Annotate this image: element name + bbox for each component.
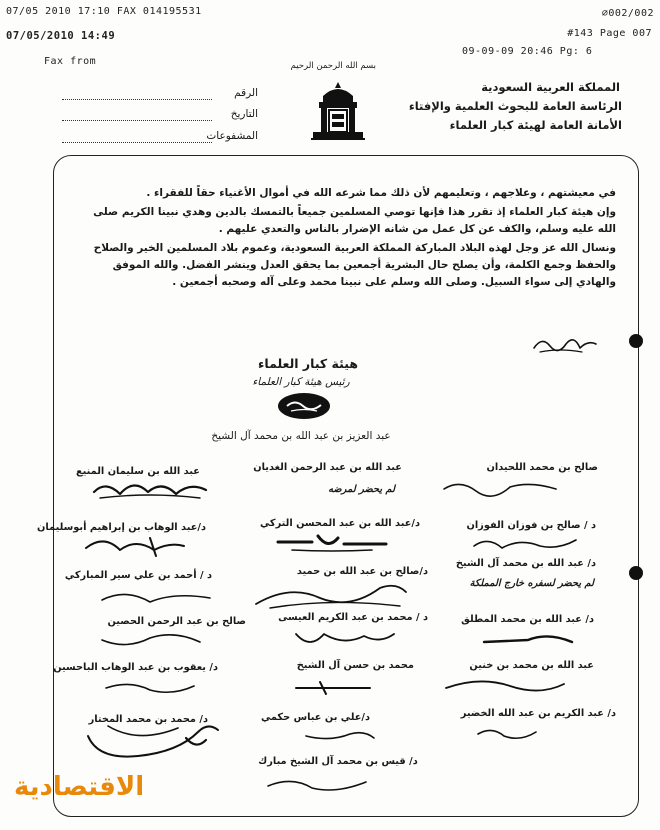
signatory-name: د/عبد الله بن عبد المحسن التركي	[259, 518, 420, 529]
signatory-name: د/ عبد الله بن محمد المطلق	[461, 614, 594, 625]
signatory-name: محمد بن حسن آل الشيخ	[296, 660, 414, 671]
signatory-name: د / أحمد بن علي سير المباركي	[64, 570, 212, 581]
fax-line-3: 09-09-09 20:46 Pg: 6	[462, 46, 593, 57]
paragraph-2: وإن هيئة كبار العلماء إذ تقرر هذا فإنها توصي المسلمين جميعاً بالتمسك بالدين وهدي نبينا الكريم صلى الله عليه وسلم، والكف عن كل عمل من شانه الإضرار بالناس والتعدي عليهم .	[93, 206, 616, 235]
handwritten-signature-icon	[290, 676, 380, 702]
signatory-name: عبد الله بن عبد الرحمن الغديان	[253, 462, 402, 473]
signatory-name: د/علي بن عباس حكمي	[260, 712, 370, 723]
signatory-name: د/عبد الوهاب بن إبراهيم أبوسليمان	[37, 522, 206, 533]
binder-hole-icon	[629, 566, 643, 580]
emblem-icon	[309, 80, 367, 142]
handwritten-signature-icon	[530, 330, 600, 360]
letterhead-line-1: المملكة العربية السعودية	[481, 80, 620, 94]
handwritten-signature-icon	[272, 528, 392, 560]
binder-hole-icon	[629, 334, 643, 348]
field-number-line	[62, 98, 212, 100]
signatory-name: صالح بن محمد اللحيدان	[486, 462, 598, 473]
signatory-name: د/صالح بن عبد الله بن حميد	[296, 566, 428, 577]
field-date-line	[62, 119, 212, 121]
signatory-name: د/ عبد الله بن محمد آل الشيخ	[455, 558, 596, 569]
basmala: بسم الله الرحمن الرحيم	[290, 61, 376, 71]
field-number-label: الرقم	[234, 87, 258, 99]
signatory-name: د/ محمد بن محمد المختار	[88, 714, 208, 725]
signatory-name: عبد الله بن محمد بن خنين	[469, 660, 594, 671]
fax-page-indicator: ∅002/002	[601, 8, 654, 19]
handwritten-signature-icon	[96, 626, 206, 656]
signatory-name: عبد الله بن سليمان المنيع	[75, 466, 200, 477]
fax-line-2-right: #143 Page 007	[567, 28, 652, 39]
handwritten-signature-icon	[440, 672, 570, 702]
handwritten-signature-icon	[470, 530, 580, 560]
signatory-name: د / محمد بن عبد الكريم العيسى	[278, 612, 428, 623]
brand-logo: الاقتصادية	[14, 772, 145, 802]
fax-line-2: 07/05/2010 14:49	[6, 30, 116, 42]
signatory-name: د / صالح بن فوزان الفوزان	[466, 520, 596, 531]
fax-from: Fax from	[44, 56, 97, 67]
handwritten-signature-icon	[472, 722, 542, 748]
head-title: رئيس هيئة كبار العلماء	[252, 376, 350, 388]
paragraph-3: ونسال الله عز وجل لهذه البلاد المباركة المملكة العربية السعودية، وعموم بلاد المسلمين الخير والصلاح والحفظ وجمع الكلمة، وأن يصلح حال البشرية أجمعين بما يحقق العدل وينشر الفضل. والله الموفق والهادي إلى سواء السبيل. وصلى الله وسلم على نبينا محمد وعلى آله وصحبه أجمعين .	[93, 242, 616, 288]
handwritten-signature-icon	[96, 584, 216, 614]
field-date-label: التاريخ	[230, 108, 258, 120]
head-name: عبد العزيز بن عبد الله بن محمد آل الشيخ	[211, 430, 391, 442]
handwritten-signature-icon	[78, 716, 228, 768]
signatory-name: د/ قيس بن محمد آل الشيخ مبارك	[258, 756, 418, 767]
paragraph-1: في معيشتهم ، وعلاجهم ، وتعليمهم لأن ذلك مما شرعه الله في أموال الأغنياء حقاً للفقراء .	[146, 187, 616, 199]
signatory-name: صالح بن عبد الرحمن الحصين	[107, 616, 246, 627]
letterhead-line-3: الأمانة العامة لهيئة كبار العلماء	[449, 118, 622, 132]
handwritten-signature-icon	[250, 580, 410, 616]
handwritten-signature-icon	[290, 624, 400, 656]
committee-title: هيئة كبار العلماء	[257, 356, 359, 371]
seal-stamp-icon	[275, 391, 333, 425]
handwritten-signature-icon	[90, 474, 210, 508]
signatory-name: د/ يعقوب بن عبد الوهاب الباحسين	[53, 662, 218, 673]
handwritten-signature-icon	[440, 475, 560, 503]
handwritten-signature-icon	[80, 532, 190, 564]
signatory-name: د/ عبد الكريم بن عبد الله الخضير	[460, 708, 616, 719]
absence-note: لم يحضر لمرضه	[328, 484, 395, 495]
handwritten-signature-icon	[262, 772, 372, 800]
letterhead-line-2: الرئاسة العامة للبحوث العلمية والإفتاء	[408, 99, 622, 113]
absence-note: لم يحضر لسفره خارج المملكة	[469, 578, 594, 589]
fax-line-1: 07/05 2010 17:10 FAX 014195531	[6, 6, 202, 17]
field-attachments-line	[62, 141, 212, 143]
handwritten-signature-icon	[300, 726, 380, 750]
letter-body	[90, 185, 616, 293]
handwritten-signature-icon	[100, 676, 200, 702]
field-attachments-label: المشفوعات	[206, 130, 258, 142]
handwritten-signature-icon	[478, 626, 578, 656]
